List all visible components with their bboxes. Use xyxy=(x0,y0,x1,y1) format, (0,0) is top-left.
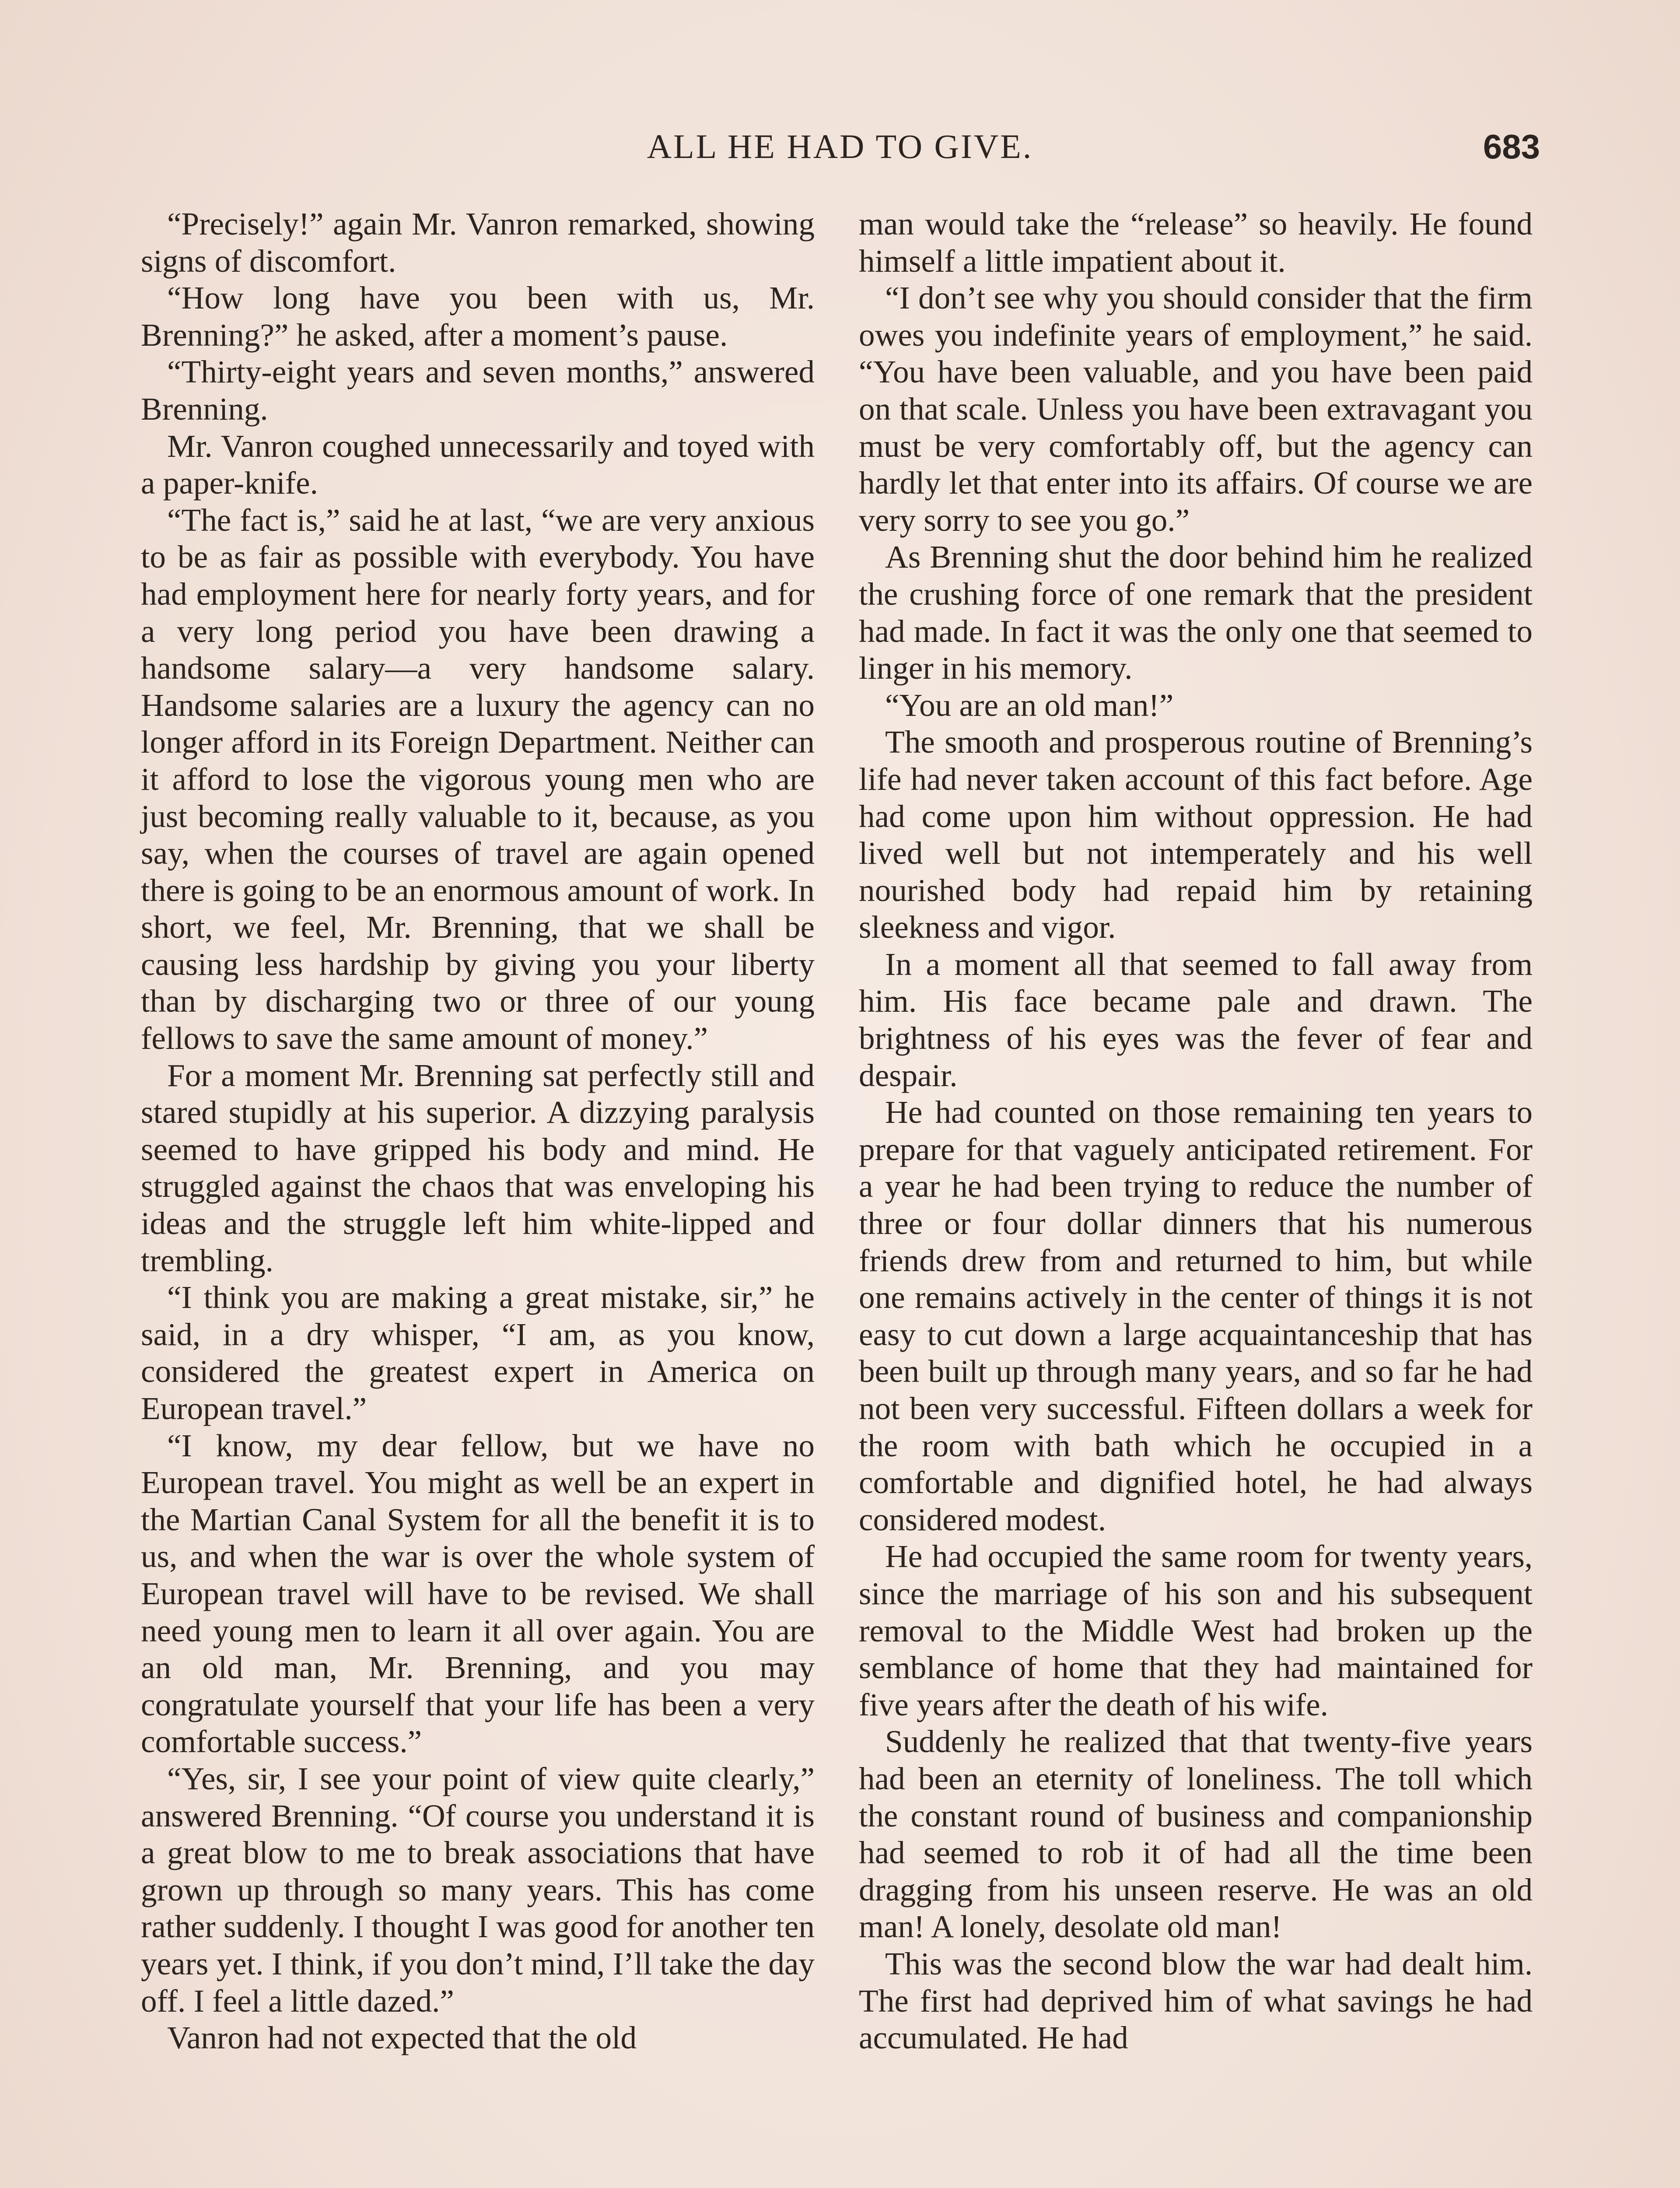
paragraph: In a moment all that seemed to fall away from him. His face became pale and drawn. The brightness of his eyes was the fever of fear and despair. xyxy=(859,946,1533,1093)
paragraph-continued: man would take the “release” so heavily. He found himself a little impatient about it. xyxy=(859,206,1533,279)
paragraph: “I know, my dear fellow, but we have no European travel. You might as well be an expert in the Martian Canal System for all the benefit it is to us, and when the war is over the whole system of European travel will have to be revised. We shall need young men to learn it all over again. You are an old man, Mr. Brenning, and you may congratulate yourself that your life has been a very comfortable success.” xyxy=(141,1427,815,1760)
paragraph: “Thirty-eight years and seven months,” answered Brenning. xyxy=(141,354,815,427)
left-column xyxy=(141,206,815,2057)
paragraph: “You are an old man!” xyxy=(885,687,1174,723)
paragraph: He had occupied the same room for twenty years, since the marriage of his son and his subsequent removal to the Middle West had broken up the semblance of home that they had maintained for five years after the death of his wife. xyxy=(859,1539,1533,1722)
paragraph: This was the second blow the war had dealt him. The first had deprived him of what savings he had accumulated. He had xyxy=(859,1946,1533,2056)
paragraph: Suddenly he realized that that twenty-five years had been an eternity of loneliness. The toll which the constant round of business and companionship had seemed to rob it of had all the time been dragging from his unseen reserve. He was an old man! A lonely, desolate old man! xyxy=(859,1724,1533,1945)
paragraph: Vanron had not expected that the old xyxy=(167,2020,637,2056)
paragraph: “I think you are making a great mistake, sir,” he said, in a dry whisper, “I am, as you know, considered the greatest expert in America on European travel.” xyxy=(141,1280,815,1426)
page-header xyxy=(140,127,1540,179)
paragraph: For a moment Mr. Brenning sat perfectly still and stared stupidly at his superior. A dizzying paralysis seemed to have gripped his body and mind. He struggled against the chaos that was enveloping his ideas and the struggle left him white-lipped and trembling. xyxy=(141,1057,815,1278)
paragraph: “Precisely!” again Mr. Vanron remarked, showing signs of discomfort. xyxy=(141,206,815,279)
paragraph: “Yes, sir, I see your point of view quite clearly,” answered Brenning. “Of course you understand it is a great blow to me to break associations that have grown up through so many years. This has come rather suddenly. I thought I was good for another ten years yet. I think, if you don’t mind, I’ll take the day off. I feel a little dazed.” xyxy=(141,1760,815,2019)
paragraph: The smooth and prosperous routine of Brenning’s life had never taken account of this fact before. Age had come upon him without oppression. He had lived well but not intemperately and his well nourished body had repaid him by retaining sleekness and vigor. xyxy=(859,724,1533,945)
page-number: 683 xyxy=(1483,127,1540,166)
paragraph: “The fact is,” said he at last, “we are very anxious to be as fair as possible with everybody. You have had employment here for nearly forty years, and for a very long period you have been drawing a handsome salary—a very handsome salary. Handsome salaries are a luxury the agency can no longer afford in its Foreign Department. Neither can it afford to lose the vigorous young men who are just becoming really valuable to it, because, as you say, when the courses of travel are again opened there is going to be an enormous amount of work. In short, we feel, Mr. Brenning, that we shall be causing less hardship by giving you your liberty than by discharging two or three of our young fellows to save the same amount of money.” xyxy=(141,502,815,1056)
running-title: ALL HE HAD TO GIVE. xyxy=(647,127,1033,165)
paragraph: “I don’t see why you should consider that the firm owes you indefinite years of employment,” he said. “You have been valuable, and you have been paid on that scale. Unless you have been extravagant you must be very comfortably off, but the agency can hardly let that enter into its affairs. Of course we are very sorry to see you go.” xyxy=(859,280,1533,538)
paragraph: “How long have you been with us, Mr. Brenning?” he asked, after a moment’s pause. xyxy=(141,280,815,353)
right-column xyxy=(859,206,1533,2057)
paragraph: As Brenning shut the door behind him he realized the crushing force of one remark that the president had made. In fact it was the only one that seemed to linger in his memory. xyxy=(859,539,1533,686)
paragraph: He had counted on those remaining ten years to prepare for that vaguely anticipated retirement. For a year he had been trying to reduce the number of three or four dollar dinners that his numerous friends drew from and returned to him, but while one remains actively in the center of things it is not easy to cut down a large acquaintanceship that has been built up through many years, and so far he had not been very successful. Fifteen dollars a week for the room with bath which he occupied in a comfortable and dignified hotel, he had always considered modest. xyxy=(859,1094,1533,1537)
paragraph: Mr. Vanron coughed unnecessarily and toyed with a paper-knife. xyxy=(141,428,815,501)
